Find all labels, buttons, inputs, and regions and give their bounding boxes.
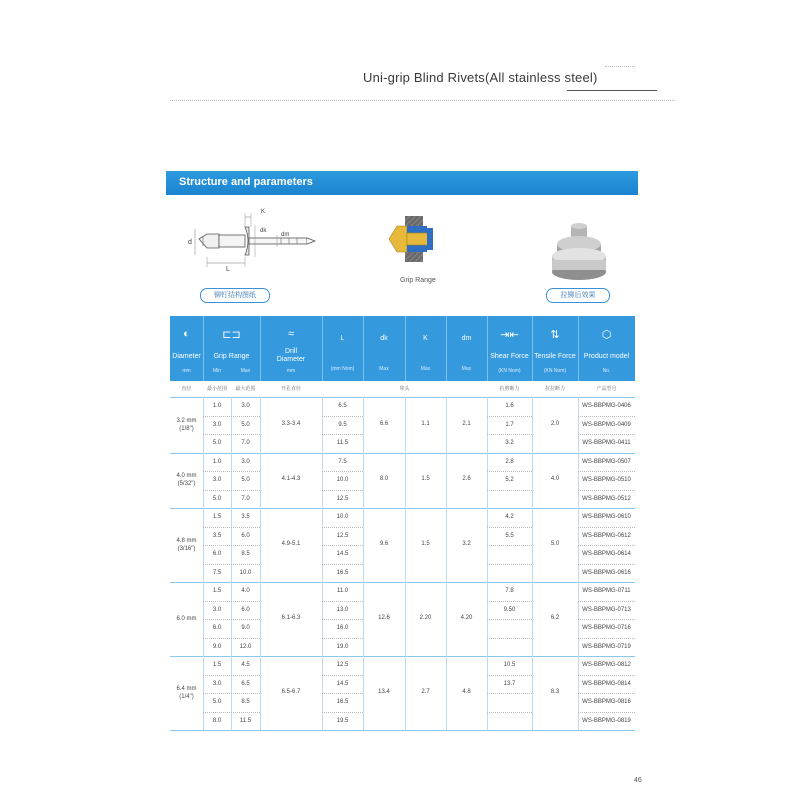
grip-max-cell: 4.5 <box>241 662 250 668</box>
shear-force-icon: ⇥⇤ <box>500 329 519 341</box>
group-dk: 9.6 <box>379 541 389 547</box>
shear-force-cell: 7.8 <box>505 588 514 594</box>
row-divider <box>487 490 532 491</box>
grip-min-cell: 1.5 <box>212 514 222 520</box>
cn-tensile: 抗拉断力 <box>544 386 565 392</box>
label-k: K <box>261 209 266 215</box>
header-dk-unit: Max <box>379 366 389 372</box>
cn-min: 最小范围 <box>206 386 227 392</box>
grip-min-cell: 3.0 <box>212 606 222 613</box>
length-cell: 14.5 <box>336 680 349 687</box>
grip-max-cell: 6.0 <box>241 532 250 539</box>
row-divider <box>487 545 532 546</box>
row-divider <box>487 712 532 713</box>
drill-bit-icon: ≈ <box>287 328 295 340</box>
row-divider <box>487 416 532 417</box>
header-shear-unit: (KN Nom) <box>498 368 521 374</box>
group-divider <box>170 508 635 509</box>
group-divider <box>170 730 635 731</box>
grip-min-cell: 3.0 <box>212 477 222 483</box>
row-divider <box>487 675 532 676</box>
grip-max-cell: 7.0 <box>241 495 250 502</box>
group-diameter-inch: (5/32") <box>177 481 196 488</box>
grip-max-cell: 3.5 <box>241 514 250 520</box>
row-divider <box>203 545 260 546</box>
row-divider <box>322 638 363 639</box>
row-divider <box>487 601 532 602</box>
group-divider <box>170 656 635 657</box>
header-dm: dm <box>461 335 472 342</box>
grip-range-icon: ⊏⊐ <box>222 329 241 341</box>
header-grip-max: Max <box>240 368 251 374</box>
row-divider <box>578 416 635 417</box>
product-model-cell: WS-BBPMG-0507 <box>582 458 631 465</box>
header-divider <box>170 100 675 101</box>
page-title: Uni-grip Blind Rivets(All stainless steel) <box>363 70 598 85</box>
row-divider <box>578 564 635 565</box>
label-dk: dk <box>260 228 267 234</box>
group-k: 1.5 <box>421 541 430 547</box>
length-cell: 11.0 <box>336 588 349 594</box>
effect-caption: 拉铆后效果 <box>546 288 610 303</box>
length-cell: 9.5 <box>338 421 347 428</box>
group-dk: 13.4 <box>378 689 390 695</box>
length-cell: 13.0 <box>336 606 349 613</box>
row-divider <box>322 545 363 546</box>
shear-force-cell: 9.50 <box>503 606 516 613</box>
row-divider <box>203 471 260 472</box>
header-tensile-unit: (KN Nom) <box>543 368 567 374</box>
length-cell: 12.5 <box>336 495 349 502</box>
length-cell: 12.5 <box>336 532 349 539</box>
row-divider <box>203 712 260 713</box>
package-icon: ⬡ <box>601 329 612 341</box>
grip-min-cell: 7.5 <box>212 569 222 576</box>
header-diameter-unit: mm <box>182 368 191 374</box>
product-model-cell: WS-BBPMG-0812 <box>582 662 631 668</box>
header-grip-min: Min <box>212 368 222 374</box>
product-model-cell: WS-BBPMG-0814 <box>582 680 631 687</box>
product-model-cell: WS-BBPMG-0816 <box>582 699 631 705</box>
row-divider <box>578 527 635 528</box>
grip-min-cell: 8.0 <box>212 717 222 724</box>
installed-cross-section <box>383 214 443 264</box>
grip-max-cell: 5.0 <box>241 421 250 428</box>
header-tensile: Tensile Force <box>534 353 576 360</box>
length-cell: 19.0 <box>336 643 349 650</box>
cn-drill: 开孔直径 <box>280 386 301 392</box>
grip-min-cell: 1.5 <box>212 588 222 594</box>
header-drill-unit: mm <box>286 368 296 374</box>
length-cell: 16.5 <box>336 699 349 705</box>
group-diameter-inch: (1/4") <box>179 694 194 700</box>
grip-max-cell: 4.0 <box>241 588 250 594</box>
grip-max-cell: 7.0 <box>241 440 250 446</box>
row-divider <box>487 693 532 694</box>
product-model-cell: WS-BBPMG-0510 <box>582 477 631 483</box>
row-divider <box>578 675 635 676</box>
group-k: 1.1 <box>421 420 430 427</box>
length-cell: 11.5 <box>336 440 349 446</box>
shear-force-cell: 5.2 <box>505 477 514 483</box>
row-divider <box>322 490 363 491</box>
product-model-cell: WS-BBPMG-0610 <box>582 514 631 520</box>
product-model-cell: WS-BBPMG-0713 <box>582 606 631 613</box>
row-divider <box>203 416 260 417</box>
header-diameter: Diameter <box>172 353 201 360</box>
group-tensile: 2.0 <box>550 420 560 427</box>
length-cell: 10.0 <box>336 514 349 520</box>
rivet-structure-drawing <box>185 205 325 275</box>
header-dm-unit: Max <box>461 366 472 372</box>
length-cell: 7.5 <box>338 458 347 465</box>
group-k: 2.7 <box>421 689 430 695</box>
shear-force-cell: 1.6 <box>505 403 514 409</box>
product-model-cell: WS-BBPMG-0406 <box>582 403 631 409</box>
label-dm: dm <box>281 232 290 238</box>
shear-force-cell: 10.5 <box>503 662 516 668</box>
installed-rivet-photo <box>548 216 610 288</box>
page-number: 46 <box>634 777 642 784</box>
header-drill: Drill Diameter <box>276 348 306 363</box>
row-divider <box>578 434 635 435</box>
grip-min-cell: 3.0 <box>212 680 222 687</box>
group-divider <box>170 582 635 583</box>
grip-max-cell: 6.5 <box>241 680 250 687</box>
shear-force-cell: 3.2 <box>505 440 514 446</box>
row-divider <box>203 527 260 528</box>
row-divider <box>322 434 363 435</box>
group-tensile: 5.0 <box>550 541 560 547</box>
shear-force-cell: 13.7 <box>503 680 516 687</box>
grip-min-cell: 1.0 <box>212 458 222 465</box>
shear-force-cell: 1.7 <box>505 421 514 428</box>
row-divider <box>487 619 532 620</box>
group-divider <box>170 453 635 454</box>
group-dm: 4.20 <box>460 615 473 621</box>
group-drill: 6.5-6.7 <box>281 689 301 695</box>
group-diameter-inch: (3/16") <box>177 546 196 552</box>
row-divider <box>578 490 635 491</box>
grip-min-cell: 3.5 <box>212 532 222 539</box>
length-cell: 16.0 <box>336 625 349 631</box>
cn-product: 产品型号 <box>596 386 617 392</box>
row-divider <box>487 471 532 472</box>
shear-force-cell: 4.2 <box>505 514 514 520</box>
grip-min-cell: 5.0 <box>212 495 222 502</box>
row-divider <box>203 619 260 620</box>
row-divider <box>322 675 363 676</box>
product-model-cell: WS-BBPMG-0819 <box>582 717 631 724</box>
product-model-cell: WS-BBPMG-0616 <box>582 569 631 576</box>
section-banner <box>166 171 638 195</box>
grip-max-cell: 11.5 <box>239 717 252 724</box>
length-cell: 19.5 <box>336 717 349 724</box>
tensile-force-icon: ⇅ <box>550 329 560 341</box>
row-divider <box>487 638 532 639</box>
shear-force-cell: 2.8 <box>505 458 514 465</box>
group-dk: 8.0 <box>379 476 389 483</box>
header-l: L <box>340 335 345 342</box>
row-divider <box>203 490 260 491</box>
product-model-cell: WS-BBPMG-0711 <box>582 588 631 594</box>
header-shear: Shear Force <box>490 353 529 360</box>
group-dk: 12.6 <box>378 615 390 621</box>
group-tensile: 8.3 <box>550 689 560 695</box>
group-diameter: 6.4 mm <box>176 686 197 692</box>
group-k: 1.5 <box>421 476 430 483</box>
row-divider <box>578 693 635 694</box>
grip-max-cell: 8.5 <box>241 699 250 705</box>
row-divider <box>203 693 260 694</box>
row-divider <box>322 416 363 417</box>
header-product-unit: No. <box>602 368 611 374</box>
row-divider <box>578 638 635 639</box>
header-product: Product model <box>583 353 630 360</box>
grip-min-cell: 5.0 <box>212 440 222 446</box>
header-k-unit: Max <box>420 366 431 372</box>
row-divider <box>322 619 363 620</box>
group-dm: 2.1 <box>462 420 471 427</box>
cn-head: 卯头 <box>399 386 410 392</box>
length-cell: 6.5 <box>338 403 347 409</box>
header-k: K <box>423 335 428 342</box>
grip-range-label: Grip Range <box>400 277 436 284</box>
length-cell: 10.0 <box>336 477 349 483</box>
row-divider <box>578 471 635 472</box>
grip-max-cell: 6.0 <box>241 606 250 613</box>
row-divider <box>578 619 635 620</box>
grip-max-cell: 9.0 <box>241 625 250 631</box>
grip-min-cell: 1.0 <box>212 403 222 409</box>
group-dk: 6.6 <box>379 420 389 427</box>
label-l: L <box>226 266 230 273</box>
row-divider <box>578 545 635 546</box>
group-drill: 4.9-5.1 <box>281 541 301 547</box>
row-divider <box>487 527 532 528</box>
row-divider <box>322 601 363 602</box>
group-dm: 3.2 <box>462 541 471 547</box>
row-divider <box>487 434 532 435</box>
group-drill: 4.1-4.3 <box>281 476 301 483</box>
product-model-cell: WS-BBPMG-0719 <box>582 643 631 650</box>
grip-max-cell: 3.0 <box>241 458 250 465</box>
row-divider <box>322 564 363 565</box>
grip-min-cell: 9.0 <box>212 643 222 650</box>
product-model-cell: WS-BBPMG-0614 <box>582 551 631 557</box>
header-dk: dk <box>380 335 388 342</box>
row-divider <box>322 712 363 713</box>
row-divider <box>322 693 363 694</box>
section-title: Structure and parameters <box>179 176 313 188</box>
row-divider <box>487 564 532 565</box>
group-diameter: 4.8 mm <box>176 538 197 544</box>
grip-max-cell: 12.0 <box>239 643 252 650</box>
grip-min-cell: 6.0 <box>212 625 222 631</box>
product-model-cell: WS-BBPMG-0409 <box>582 421 631 428</box>
group-drill: 6.1-6.3 <box>281 615 301 621</box>
cn-diameter: 直径 <box>181 386 192 392</box>
row-divider <box>203 564 260 565</box>
row-divider <box>322 471 363 472</box>
row-divider <box>322 527 363 528</box>
grip-min-cell: 6.0 <box>212 551 222 557</box>
row-divider <box>203 434 260 435</box>
cn-shear: 抗剪断力 <box>499 386 520 392</box>
group-dm: 4.8 <box>462 689 471 695</box>
length-cell: 16.5 <box>336 569 349 576</box>
row-divider <box>578 712 635 713</box>
cn-max: 最大范围 <box>235 386 256 392</box>
header-grip-range: Grip Range <box>213 353 250 360</box>
group-tensile: 6.2 <box>550 615 560 621</box>
row-divider <box>203 675 260 676</box>
grip-min-cell: 1.5 <box>212 662 222 668</box>
product-model-cell: WS-BBPMG-0411 <box>582 440 631 446</box>
grip-max-cell: 8.5 <box>241 551 250 557</box>
grip-max-cell: 10.0 <box>239 569 252 576</box>
grip-min-cell: 3.0 <box>212 421 222 428</box>
diameter-icon: ◐ <box>183 328 190 340</box>
product-model-cell: WS-BBPMG-0716 <box>582 625 631 631</box>
product-model-cell: WS-BBPMG-0612 <box>582 532 631 539</box>
structure-caption: 铆钉结构图纸 <box>200 288 270 303</box>
group-diameter: 4.0 mm <box>176 473 197 480</box>
grip-min-cell: 5.0 <box>212 699 222 705</box>
header-l-unit: (mm Nom) <box>330 366 355 372</box>
group-drill: 3.3-3.4 <box>281 420 301 427</box>
shear-force-cell: 5.5 <box>505 532 514 539</box>
grip-max-cell: 3.0 <box>241 403 250 409</box>
group-diameter: 6.0 mm <box>176 616 197 622</box>
grip-max-cell: 5.0 <box>241 477 250 483</box>
group-tensile: 4.0 <box>550 476 560 483</box>
row-divider <box>203 601 260 602</box>
group-k: 2.20 <box>419 615 432 621</box>
group-diameter-inch: (1/8") <box>179 425 194 432</box>
group-dm: 2.6 <box>462 476 471 483</box>
product-model-cell: WS-BBPMG-0512 <box>582 495 631 502</box>
row-divider <box>578 601 635 602</box>
length-cell: 14.5 <box>336 551 349 557</box>
group-diameter: 3.2 mm <box>176 417 197 424</box>
row-divider <box>203 638 260 639</box>
title-mark <box>605 66 635 67</box>
length-cell: 12.5 <box>336 662 349 668</box>
title-underline <box>567 90 657 91</box>
label-d: d <box>188 239 192 246</box>
